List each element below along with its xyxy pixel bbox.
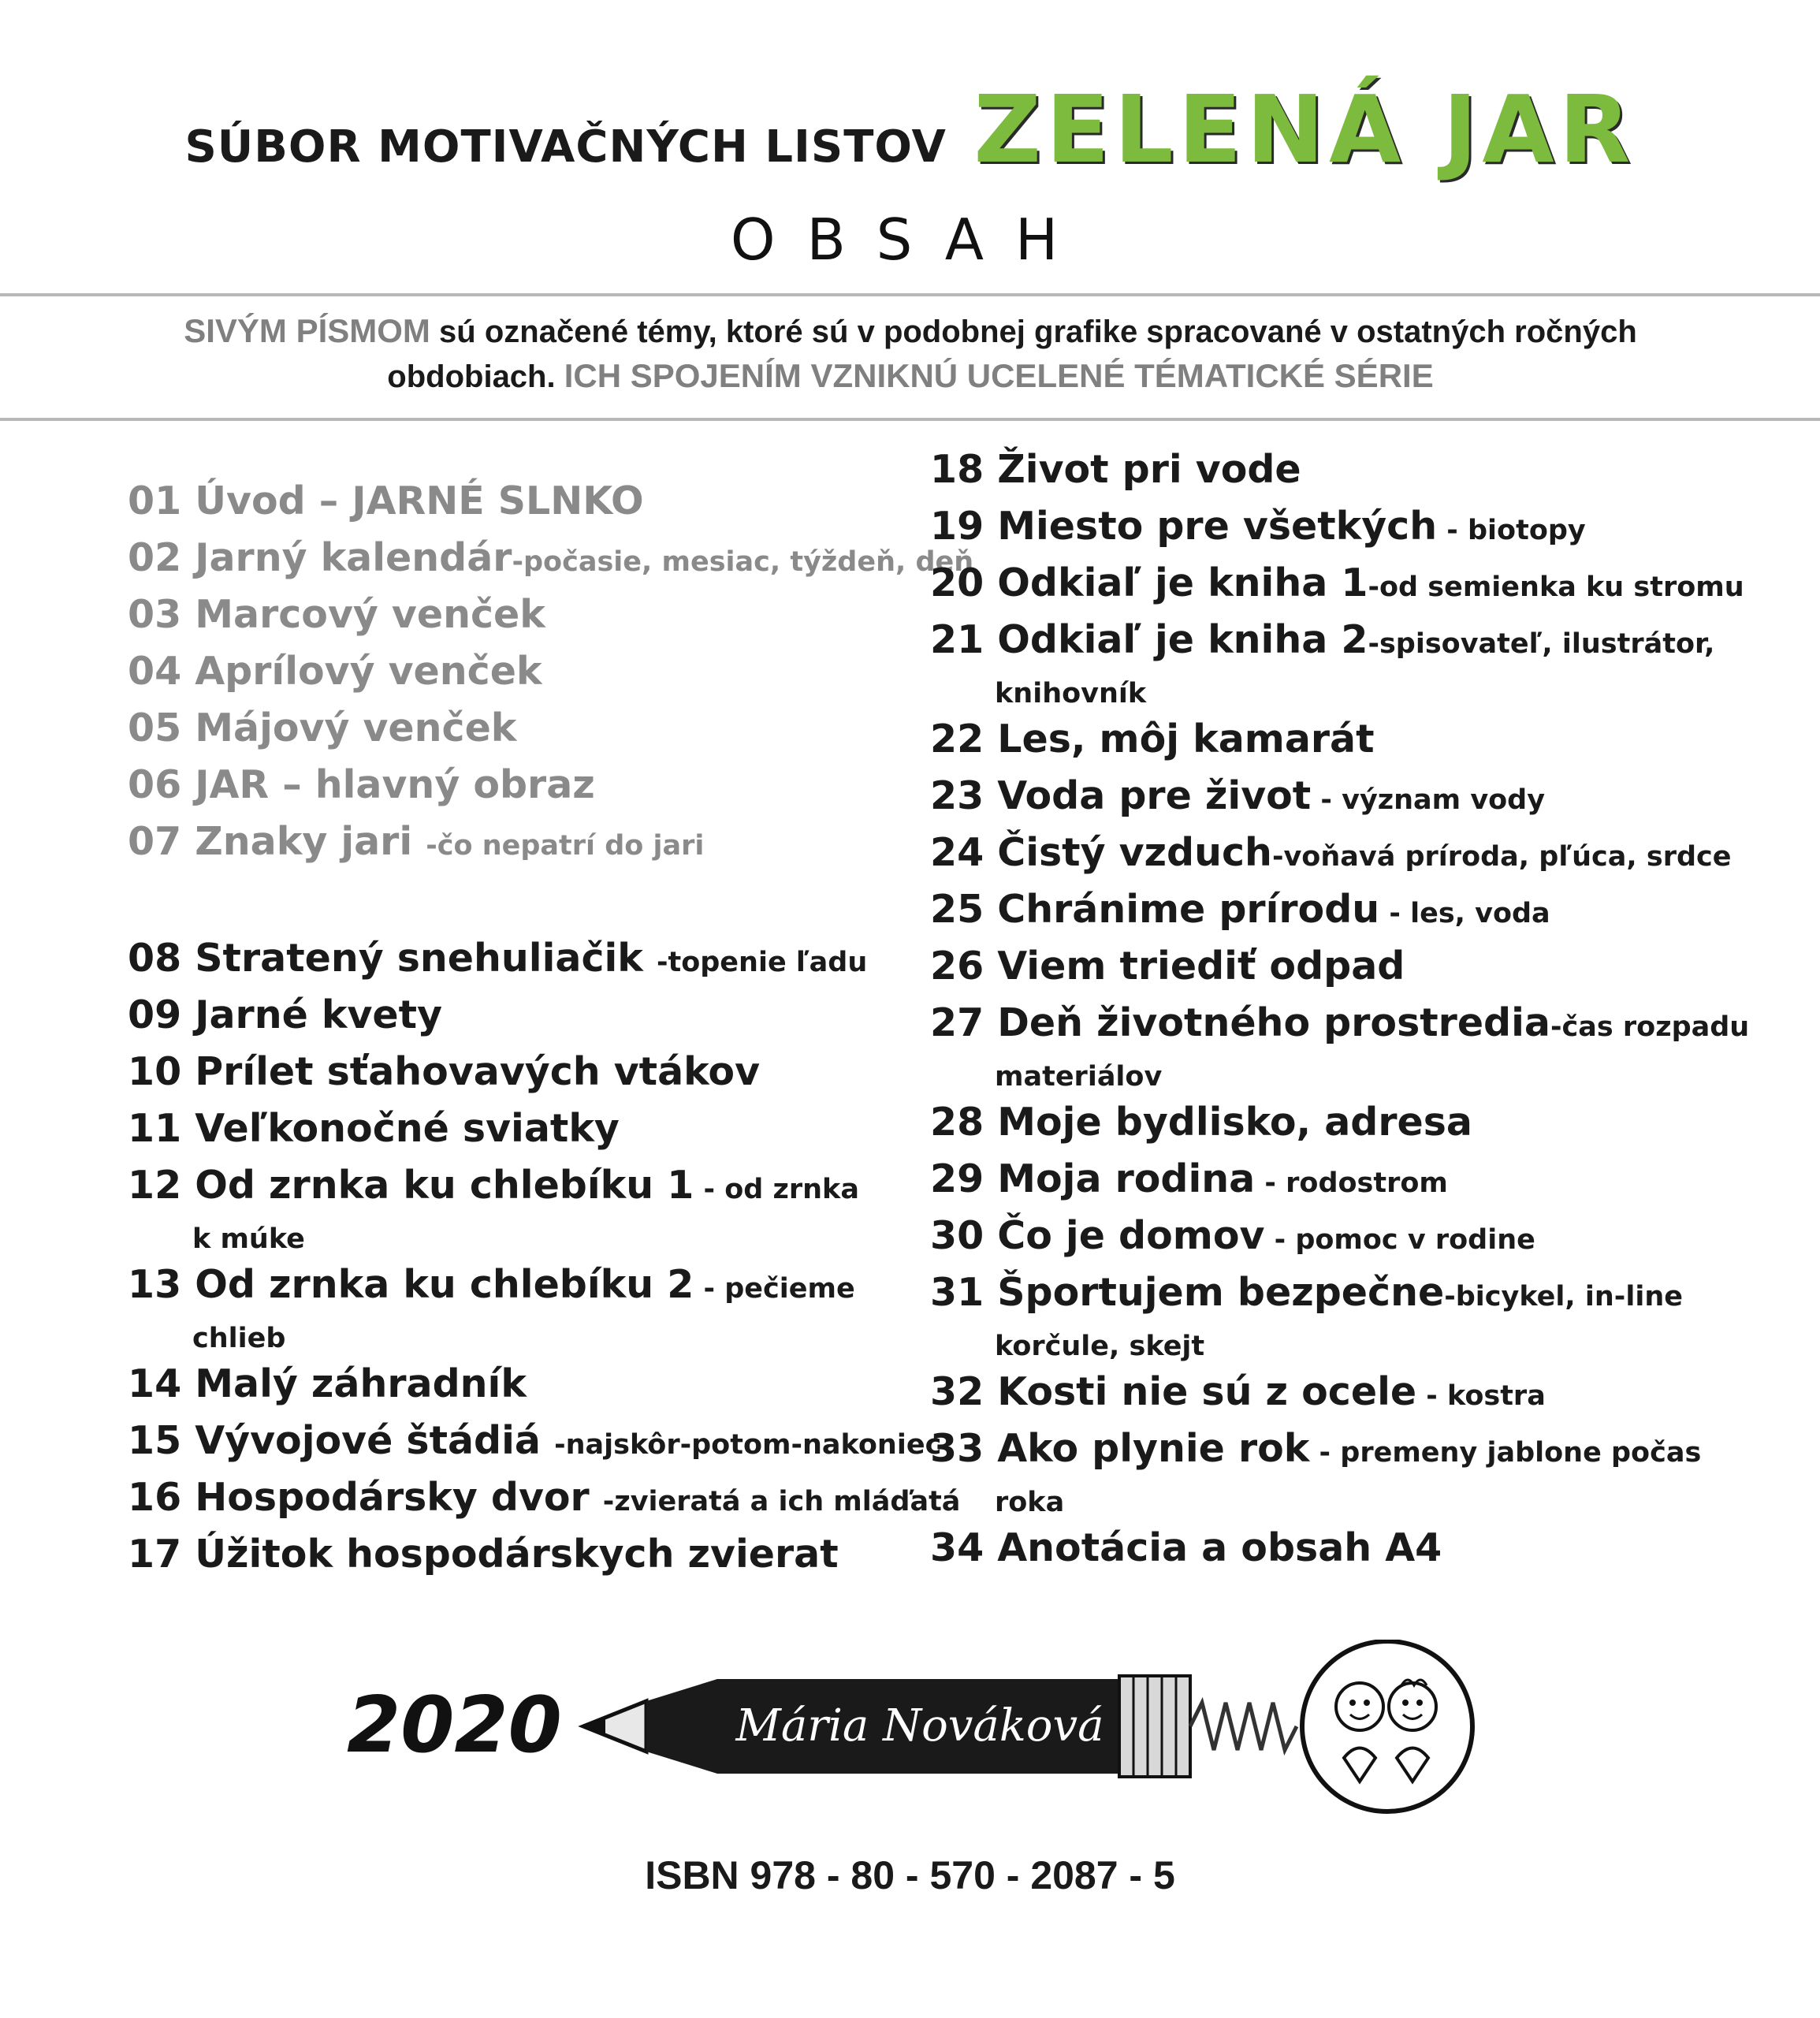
item-title: 26 Viem triediť odpad [930, 944, 1405, 989]
item-title: 03 Marcový venček [128, 592, 545, 637]
item-title: 19 Miesto pre všetkých [930, 504, 1438, 549]
isbn: ISBN 978 - 80 - 570 - 2087 - 5 [645, 1853, 1175, 1897]
item-subtitle: -od semienka ku stromu [1368, 572, 1744, 603]
list-item [128, 1100, 908, 1157]
list-item [128, 1469, 961, 1526]
item-title: 07 Znaky jari [128, 819, 426, 864]
item-title: 14 Malý záhradník [128, 1361, 527, 1406]
contents-right-column [930, 441, 1797, 1577]
item-subtitle: -čo nepatrí do jari [426, 830, 705, 862]
list-item [128, 987, 908, 1044]
list-item [128, 586, 908, 643]
item-title: 28 Moje bydlisko, adresa [930, 1100, 1472, 1145]
list-item [930, 881, 1797, 938]
note-text: sú označené témy, ktoré sú v podobnej grafike spracované v ostatných ročných obdobiach. [387, 315, 1637, 394]
list-item [128, 814, 908, 870]
item-subtitle: -topenie ľadu [656, 947, 868, 978]
list-item [930, 1520, 1797, 1577]
item-continuation: knihovník [995, 678, 1147, 709]
list-item [128, 757, 908, 814]
item-subtitle: -najskôr-potom-nakoniec [554, 1429, 942, 1461]
item-title: 21 Odkiaľ je kniha 2 [930, 617, 1368, 662]
series-name: ZELENÁ JAR [973, 75, 1636, 184]
item-title: 29 Moja rodina [930, 1156, 1256, 1201]
item-continuation: chlieb [192, 1323, 286, 1354]
item-subtitle: - pečieme [694, 1273, 855, 1305]
list-item [930, 1094, 1797, 1151]
item-subtitle: -voňavá príroda, pľúca, srdce [1271, 841, 1732, 873]
item-title: 15 Vývojové štádiá [128, 1418, 555, 1463]
contents-left-column [128, 473, 974, 1583]
item-subtitle: - biotopy [1437, 515, 1586, 546]
item-title: 09 Jarné kvety [128, 992, 443, 1037]
item-title: 24 Čistý vzduch [930, 830, 1272, 875]
list-item [128, 1257, 908, 1356]
item-title: 02 Jarný kalendár [128, 535, 512, 580]
list-item [128, 530, 974, 586]
list-item [930, 1151, 1797, 1208]
list-item [930, 768, 1797, 825]
list-item [128, 643, 908, 700]
list-item [930, 1264, 1797, 1364]
item-subtitle: -čas rozpadu [1550, 1011, 1750, 1043]
list-item [930, 938, 1797, 995]
list-item [128, 1157, 908, 1257]
item-subtitle: - rodostrom [1255, 1167, 1448, 1199]
list-item [930, 498, 1797, 555]
item-title: 04 Aprílový venček [128, 649, 542, 694]
note-lead: SIVÝM PÍSMOM [184, 312, 430, 349]
item-title: 30 Čo je domov [930, 1213, 1265, 1258]
list-item [930, 441, 1797, 498]
item-title: 25 Chránime prírodu [930, 887, 1380, 932]
item-title: 33 Ako plynie rok [930, 1426, 1310, 1471]
footer-year: 2020 [347, 1681, 562, 1770]
item-title: 11 Veľkonočné sviatky [128, 1106, 620, 1151]
item-title: 20 Odkiaľ je kniha 1 [930, 560, 1368, 605]
item-subtitle: - význam vody [1311, 784, 1546, 816]
item-title: 22 Les, môj kamarát [930, 717, 1375, 761]
header [0, 75, 1820, 184]
pencil-ferrule-icon [1119, 1676, 1190, 1777]
item-subtitle: - kostra [1416, 1380, 1546, 1412]
list-item [128, 1356, 908, 1413]
series-label: SÚBOR MOTIVAČNÝCH LISTOV [184, 121, 947, 173]
item-subtitle: - od zrnka [694, 1174, 859, 1205]
list-item [128, 1413, 942, 1469]
item-title: 10 Prílet sťahovavých vtákov [128, 1049, 761, 1094]
top-divider [0, 293, 1820, 296]
list-item [930, 995, 1797, 1094]
list-item [128, 700, 908, 757]
item-subtitle: -bicykel, in-line [1444, 1281, 1683, 1312]
list-item [930, 1364, 1797, 1420]
list-item [128, 473, 908, 530]
item-subtitle: -zvieratá a ich mláďatá [602, 1486, 961, 1517]
item-title: 17 Úžitok hospodárskych zvierat [128, 1532, 839, 1577]
note [118, 309, 1703, 399]
item-title: 18 Život pri vode [930, 447, 1301, 492]
item-title: 34 Anotácia a obsah A4 [930, 1525, 1442, 1570]
list-item [930, 555, 1797, 612]
item-continuation: materiálov [995, 1061, 1163, 1093]
kids-badge-icon [1302, 1641, 1472, 1811]
item-subtitle: -spisovateľ, ilustrátor, [1368, 628, 1715, 660]
item-subtitle: - les, voda [1379, 898, 1550, 929]
item-title: 13 Od zrnka ku chlebíku 2 [128, 1262, 694, 1307]
list-item [930, 711, 1797, 768]
item-title: 23 Voda pre život [930, 773, 1312, 818]
item-continuation: roka [995, 1487, 1065, 1518]
author-signature: Mária Nováková [735, 1700, 1104, 1752]
bottom-divider [0, 418, 1820, 421]
item-title: 05 Májový venček [128, 706, 517, 750]
list-item [930, 1208, 1797, 1264]
item-title: 12 Od zrnka ku chlebíku 1 [128, 1163, 694, 1208]
item-title: 16 Hospodársky dvor [128, 1475, 603, 1520]
spring-icon [1190, 1703, 1297, 1750]
list-item [930, 612, 1797, 711]
item-continuation: k múke [192, 1223, 305, 1255]
item-title: 01 Úvod – JARNÉ SLNKO [128, 478, 644, 523]
list-item [930, 825, 1797, 881]
list-item [930, 1420, 1797, 1520]
list-item [128, 930, 908, 987]
item-title: 27 Deň životného prostredia [930, 1000, 1550, 1045]
list-item [128, 1044, 908, 1100]
item-title: 31 Športujem bezpečne [930, 1270, 1445, 1315]
note-tail: ICH SPOJENÍM VZNIKNÚ UCELENÉ TÉMATICKÉ SÉRIE [564, 357, 1434, 394]
item-subtitle: - premeny jablone počas [1309, 1437, 1702, 1469]
item-continuation: korčule, skejt [995, 1331, 1205, 1362]
list-item [128, 1526, 908, 1583]
item-subtitle: -počasie, mesiac, týždeň, deň [512, 546, 974, 578]
item-title: 32 Kosti nie sú z ocele [930, 1369, 1417, 1414]
item-title: 08 Stratený snehuliačik [128, 936, 657, 981]
item-subtitle: - pomoc v rodine [1264, 1224, 1535, 1256]
item-title: 06 JAR – hlavný obraz [128, 762, 595, 807]
contents-title: OBSAH [730, 207, 1090, 273]
